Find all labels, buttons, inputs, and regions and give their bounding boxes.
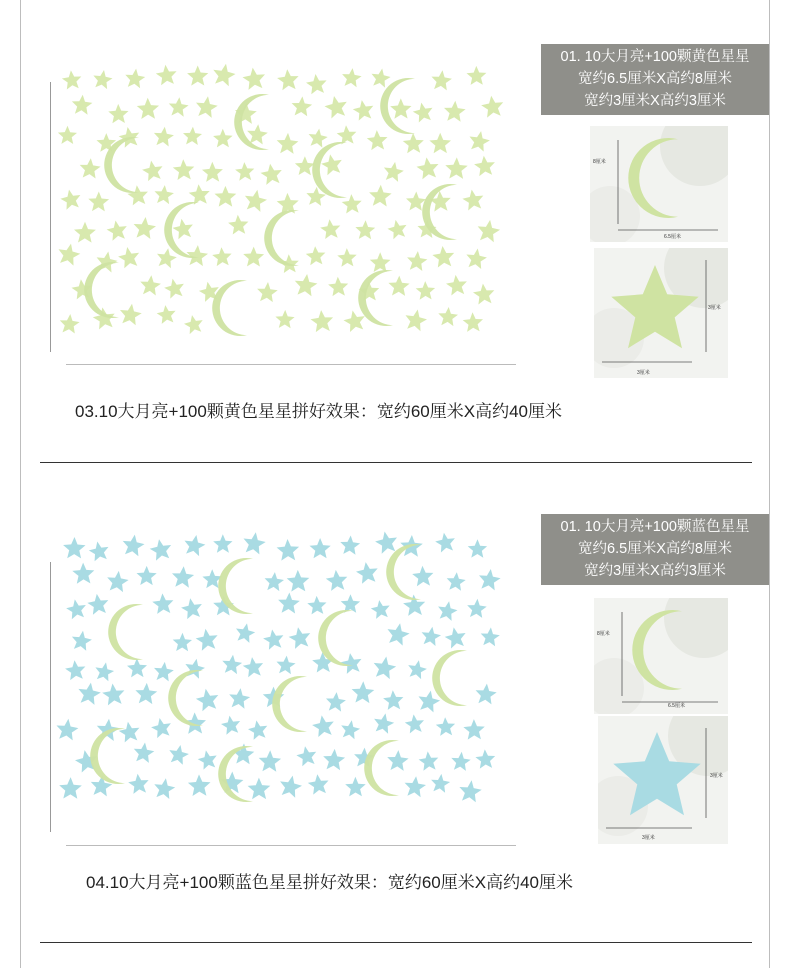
star-decal [287, 570, 310, 592]
star-decal [445, 627, 466, 648]
star-decal [352, 681, 375, 703]
star-decal [308, 774, 329, 794]
star-decal [58, 126, 77, 144]
star-decal [244, 532, 266, 554]
moon-width-label: 6.5厘米 [664, 234, 681, 240]
star-decal [344, 311, 365, 333]
star-decal [257, 282, 278, 302]
star-decal [390, 98, 411, 118]
star-decal [243, 657, 263, 677]
star-decal [388, 276, 409, 296]
star-decal [432, 246, 454, 268]
spec-label-yellow [541, 44, 769, 115]
star-icon [598, 716, 728, 844]
star-decal [403, 133, 424, 153]
star-decal [228, 215, 248, 235]
star-decal [102, 684, 124, 706]
moon-decal [432, 650, 467, 706]
star-decal [307, 596, 326, 615]
star-decal [309, 129, 328, 148]
scene-base-line [66, 845, 516, 846]
star-decal [213, 129, 233, 148]
star-decal [473, 284, 494, 305]
scene-base-line [66, 364, 516, 365]
moon-shape [628, 138, 678, 218]
star-decal [438, 307, 458, 326]
star-decal [212, 247, 231, 266]
section-yellow [0, 0, 790, 470]
star-decal [229, 688, 250, 709]
star-decal [422, 627, 441, 646]
assembled-effect-blue [50, 528, 520, 846]
star-decal [387, 750, 408, 771]
star-decal [342, 194, 362, 213]
star-decal [128, 774, 148, 794]
spec-label-blue [541, 514, 769, 585]
effect-caption-blue: 04.10大月亮+100颗蓝色星星拼好效果：宽约60厘米X高约40厘米 [86, 873, 573, 892]
star-decal [446, 275, 467, 296]
star-decal [412, 566, 433, 587]
star-decal [419, 691, 441, 713]
star-decal [154, 662, 174, 682]
star-decal [59, 244, 81, 266]
moon-decal [108, 604, 143, 660]
moon-decal [90, 728, 125, 784]
star-decal [107, 571, 128, 592]
moon-height-label: 8厘米 [593, 159, 606, 165]
star-decal [312, 715, 334, 737]
star-decal [321, 154, 342, 175]
star-decal [337, 248, 356, 267]
star-decal [108, 104, 128, 123]
star-decal [311, 310, 334, 332]
star-decal [340, 536, 360, 555]
star-decal [157, 305, 176, 324]
star-decal [355, 220, 375, 239]
star-decal [408, 660, 427, 679]
star-decal [63, 537, 85, 558]
star-height-label: 3厘米 [710, 773, 723, 779]
star-decal [127, 185, 147, 205]
star-decal [221, 716, 240, 735]
star-decal [137, 566, 157, 585]
star-decal [185, 659, 205, 679]
star-decal [306, 246, 326, 265]
star-decal [310, 538, 331, 558]
star-decal [341, 594, 360, 613]
star-decal [341, 653, 362, 674]
star-decal [134, 217, 156, 239]
star-decal [183, 127, 202, 145]
moon-decal [272, 676, 307, 732]
star-decal [156, 65, 177, 86]
star-decal [164, 279, 184, 299]
star-decal [196, 629, 218, 651]
star-decal [371, 600, 390, 619]
star-decal [435, 533, 455, 553]
star-decal [432, 70, 452, 90]
spec-title: 01. 10大月亮+100颗黄色星星 [560, 49, 750, 65]
star-decal [118, 247, 139, 268]
star-decal [173, 219, 193, 239]
star-decal [107, 221, 127, 241]
star-decal [247, 124, 268, 144]
star-decal [277, 656, 296, 675]
section-divider [40, 462, 752, 463]
star-decal [187, 66, 208, 86]
star-decal [337, 125, 357, 144]
star-decal [277, 133, 299, 154]
star-decal [306, 74, 327, 94]
star-decal [59, 777, 82, 799]
spec-moon-size: 宽约6.5厘米X高约8厘米 [578, 541, 732, 557]
star-decal [215, 186, 237, 207]
star-decal [383, 690, 403, 710]
star-icon [594, 248, 728, 378]
moon-shape [632, 610, 682, 690]
star-decal [213, 534, 232, 552]
star-decal [95, 662, 114, 681]
star-decal [481, 627, 500, 646]
star-decal [137, 98, 159, 119]
star-decal [470, 131, 490, 152]
star-decal [474, 156, 495, 176]
star-decal [406, 310, 428, 332]
star-decal [154, 127, 174, 147]
star-decal [157, 248, 177, 268]
star-decal [235, 162, 254, 181]
star-decal [185, 535, 206, 556]
star-decal [66, 599, 86, 619]
star-shape [611, 265, 698, 348]
star-decal [119, 722, 140, 743]
star-decal [60, 314, 80, 334]
effect-caption-yellow: 03.10大月亮+100颗黄色星星拼好效果：宽约60厘米X高约40厘米 [75, 402, 562, 421]
star-decal [169, 745, 189, 765]
star-decal [72, 631, 92, 651]
star-decal [328, 277, 348, 296]
star-decal [259, 750, 281, 772]
star-decal [74, 222, 96, 243]
star-decal [277, 69, 299, 90]
star-decal [466, 249, 487, 270]
moon-size-photo [590, 126, 728, 242]
star-decal [125, 69, 145, 89]
star-decal [407, 251, 427, 271]
star-decal [463, 312, 483, 332]
star-decal [374, 713, 394, 733]
star-decal [342, 68, 362, 87]
star-decal [154, 778, 175, 799]
star-decal [150, 539, 171, 560]
star-decal [467, 599, 487, 618]
moon-decal [168, 670, 203, 726]
spec-moon-size: 宽约6.5厘米X高约8厘米 [578, 71, 732, 87]
star-decal [89, 542, 109, 562]
star-decal [196, 689, 218, 712]
star-decal [173, 159, 195, 180]
star-decal [87, 594, 108, 615]
star-decal [189, 184, 210, 205]
star-decal [65, 660, 85, 680]
star-decal [289, 627, 311, 649]
star-decal [243, 68, 266, 90]
star-decal [326, 692, 346, 712]
moon-icon [590, 126, 728, 242]
star-decal [295, 156, 315, 175]
star-decal [353, 100, 374, 121]
star-decal [140, 275, 161, 295]
star-decal [372, 69, 391, 88]
star-decal [172, 566, 194, 588]
star-decal [78, 683, 100, 705]
star-decal [374, 657, 397, 680]
star-decal [135, 683, 157, 704]
star-width-label: 3厘米 [642, 835, 655, 841]
star-shape [613, 732, 700, 815]
star-decal [459, 780, 481, 802]
star-decal [184, 315, 203, 334]
star-decal [405, 776, 426, 797]
star-decal [431, 774, 450, 793]
star-decal [72, 95, 93, 115]
star-decal [222, 655, 242, 674]
star-decal [245, 190, 267, 212]
star-decal [278, 593, 300, 614]
star-decal [325, 96, 347, 119]
star-decal [388, 220, 407, 239]
star-decal [369, 185, 392, 207]
star-decal [188, 774, 211, 796]
star-decal [326, 570, 348, 591]
star-decal [447, 572, 466, 591]
star-decal [320, 219, 340, 239]
star-decal [416, 281, 435, 300]
star-decal [134, 743, 155, 763]
star-decal [181, 598, 202, 619]
star-decal [323, 749, 345, 770]
star-decal [481, 96, 503, 118]
star-decal [173, 633, 192, 651]
star-decal [345, 777, 366, 797]
moon-size-photo [594, 598, 728, 714]
star-decal [451, 752, 470, 771]
star-decal [277, 539, 300, 561]
star-decal [72, 563, 94, 584]
star-decal [384, 162, 404, 182]
spec-title: 01. 10大月亮+100颗蓝色星星 [560, 519, 750, 535]
section-blue [0, 470, 790, 950]
star-decal [388, 623, 410, 645]
star-decal [419, 751, 439, 770]
star-decal [88, 192, 109, 212]
star-decal [295, 274, 318, 296]
star-decal [120, 304, 142, 326]
star-decal [151, 718, 171, 738]
star-decal [417, 157, 439, 179]
star-decal [152, 593, 173, 614]
star-decal [213, 64, 235, 86]
star-width-label: 3厘米 [637, 370, 650, 376]
section-divider [40, 942, 752, 943]
star-decal [463, 719, 484, 740]
moon-height-label: 8厘米 [597, 631, 610, 637]
star-decal [478, 220, 500, 242]
star-decal [292, 96, 313, 116]
star-decal [370, 252, 391, 272]
star-decal [196, 96, 218, 118]
star-decal [248, 778, 271, 800]
moon-decal [264, 210, 299, 266]
star-decal [468, 539, 487, 558]
star-decal [462, 190, 483, 211]
star-decal [127, 658, 147, 677]
star-decal [80, 158, 101, 178]
moon-icon [594, 598, 728, 714]
star-decal [476, 684, 497, 705]
star-decal [202, 162, 223, 182]
star-decal [155, 185, 174, 204]
star-decal [341, 720, 360, 739]
star-decal [248, 720, 267, 739]
star-decal [62, 70, 81, 89]
moon-width-label: 6.5厘米 [668, 703, 685, 709]
star-decal [475, 749, 495, 768]
star-decal [445, 157, 467, 179]
star-size-photo [594, 248, 728, 378]
star-decal [243, 247, 264, 267]
star-decal [429, 133, 451, 154]
star-decal [142, 161, 162, 182]
star-decal [413, 103, 433, 123]
star-decal [236, 623, 255, 643]
star-decal [198, 750, 217, 769]
star-decal [467, 66, 487, 85]
star-decal [438, 601, 457, 621]
star-size-photo [598, 716, 728, 844]
star-decal [405, 714, 424, 733]
star-decal [375, 532, 397, 554]
spec-star-size: 宽约3厘米X高约3厘米 [584, 93, 726, 109]
star-decal [444, 101, 466, 122]
star-decal [265, 572, 284, 591]
star-decal [436, 717, 455, 736]
star-decal [93, 70, 112, 89]
star-decal [280, 776, 302, 798]
star-decal [57, 719, 79, 741]
moons-and-stars-arrangement [50, 528, 520, 843]
assembled-effect-yellow [50, 60, 520, 365]
star-decal [169, 97, 189, 117]
star-decal [261, 164, 282, 185]
star-decal [356, 562, 378, 584]
star-decal [275, 310, 294, 328]
star-height-label: 3厘米 [708, 305, 721, 311]
star-decal [263, 630, 283, 650]
star-decal [367, 130, 388, 150]
spec-star-size: 宽约3厘米X高约3厘米 [584, 563, 726, 579]
star-decal [123, 535, 145, 557]
star-decal [296, 746, 316, 766]
star-decal [60, 190, 80, 210]
star-decal [479, 569, 501, 590]
moons-and-stars-arrangement [50, 60, 520, 360]
moon-decal [84, 262, 119, 318]
